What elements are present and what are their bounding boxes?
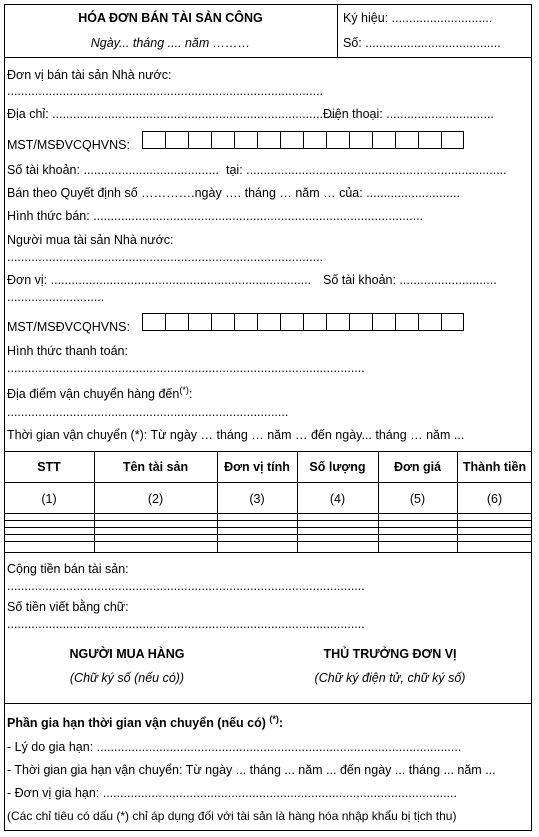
extension-reason: - Lý do gia hạn: ......................................................................................................... <box>7 740 462 754</box>
extension-divider <box>4 703 532 704</box>
seller-tax-code-boxes <box>142 131 464 149</box>
buyer-tax-code-label: MST/MSĐVCQHVNS: <box>7 320 130 334</box>
buyer-label: Người mua tài sản Nhà nước: <box>7 233 174 247</box>
table-row-line <box>4 527 532 528</box>
table-top-border <box>4 451 532 452</box>
invoice-symbol: Ký hiệu: ............................. <box>343 11 493 25</box>
table-col-number: (4) <box>329 492 346 506</box>
buyer-signature-note: (Chữ ký số (nếu có)) <box>69 671 185 685</box>
table-header-name: Tên tài sản <box>122 460 189 474</box>
seller-phone: Điện thoại: ............................... <box>323 107 494 121</box>
table-header-quantity: Số lượng <box>309 460 366 474</box>
extension-unit: - Đơn vị gia hạn: ...................................................................................................... <box>7 786 457 800</box>
table-header-unit: Đơn vị tính <box>224 460 290 474</box>
seller-account: Số tài khoản: ....................................... <box>7 163 219 177</box>
table-row-line <box>4 520 532 521</box>
buyer-destination: Địa điểm vận chuyển hàng đến(*): <box>7 384 193 401</box>
seller-address: Địa chỉ: .................................................................................. <box>7 107 337 121</box>
seller-account-at: tại: ........................................................................... <box>226 163 507 177</box>
amount-in-words-label: Số tiền viết bằng chữ: <box>7 600 129 614</box>
header-divider <box>4 57 532 58</box>
table-header-price: Đơn giá <box>393 460 442 474</box>
amount-in-words-dots: ....................................................................................................... <box>7 617 365 631</box>
seller-decision: Bán theo Quyết định số ………….ngày …. tháng … năm … của: ........................... <box>7 186 460 200</box>
table-col-number: (2) <box>147 492 164 506</box>
extension-title: Phần gia hạn thời gian vận chuyển (nếu có) (*): <box>7 713 284 730</box>
buyer-label-dots: ........................................................................................... <box>7 250 324 264</box>
table-header-stt: STT <box>37 460 61 474</box>
table-col-number: (6) <box>486 492 503 506</box>
table-col-number: (5) <box>409 492 426 506</box>
seller-unit-label: Đơn vị bán tài sản Nhà nước: <box>7 68 172 82</box>
buyer-tax-code-boxes <box>142 313 464 331</box>
table-row-line <box>4 513 532 514</box>
buyer-payment-dots: ....................................................................................................... <box>7 361 365 375</box>
buyer-signature-title: NGƯỜI MUA HÀNG <box>69 647 185 661</box>
buyer-account: Số tài khoản: ............................ <box>323 273 497 287</box>
table-bottom-border <box>4 552 532 553</box>
seller-sale-method: Hình thức bán: ............................................................................................... <box>7 209 424 223</box>
table-header-amount: Thành tiền <box>462 460 527 474</box>
invoice-date: Ngày... tháng .... năm ……… <box>90 36 251 50</box>
buyer-payment-label: Hình thức thanh toán: <box>7 344 128 358</box>
invoice-number: Số: ....................................... <box>343 36 501 50</box>
table-col-number: (3) <box>249 492 265 506</box>
buyer-destination-dots: ................................................................................. <box>7 405 289 419</box>
table-header-border <box>4 482 532 483</box>
table-col-number: (1) <box>41 492 57 506</box>
table-row-line <box>4 534 532 535</box>
head-signature-note: (Chữ ký điện tử, chữ ký số) <box>314 671 466 685</box>
buyer-account-dots: ............................ <box>7 290 105 304</box>
header-vertical-divider <box>337 4 338 57</box>
buyer-unit: Đơn vị: ........................................................................... <box>7 273 312 287</box>
invoice-title: HÓA ĐƠN BÁN TÀI SẢN CÔNG <box>78 11 263 25</box>
extension-note: (Các chỉ tiêu có dấu (*) chỉ áp dụng đối với tài sản là hàng hóa nhập khẩu bị tịch thu) <box>7 809 457 823</box>
total-amount-dots: ....................................................................................................... <box>7 579 365 593</box>
total-amount-label: Cộng tiền bán tài sản: <box>7 562 129 576</box>
seller-unit-dots: ........................................................................................... <box>7 84 324 98</box>
head-signature-title: THỦ TRƯỞNG ĐƠN VỊ <box>323 647 457 661</box>
table-row-line <box>4 541 532 542</box>
seller-tax-code-label: MST/MSĐVCQHVNS: <box>7 138 130 152</box>
buyer-transport-time: Thời gian vận chuyển (*): Từ ngày … tháng … năm … đến ngày... tháng … năm ... <box>7 428 465 442</box>
extension-time: - Thời gian gia hạn vận chuyển: Từ ngày ... tháng ... năm ... đến ngày ... tháng ... năm ... <box>7 763 496 777</box>
